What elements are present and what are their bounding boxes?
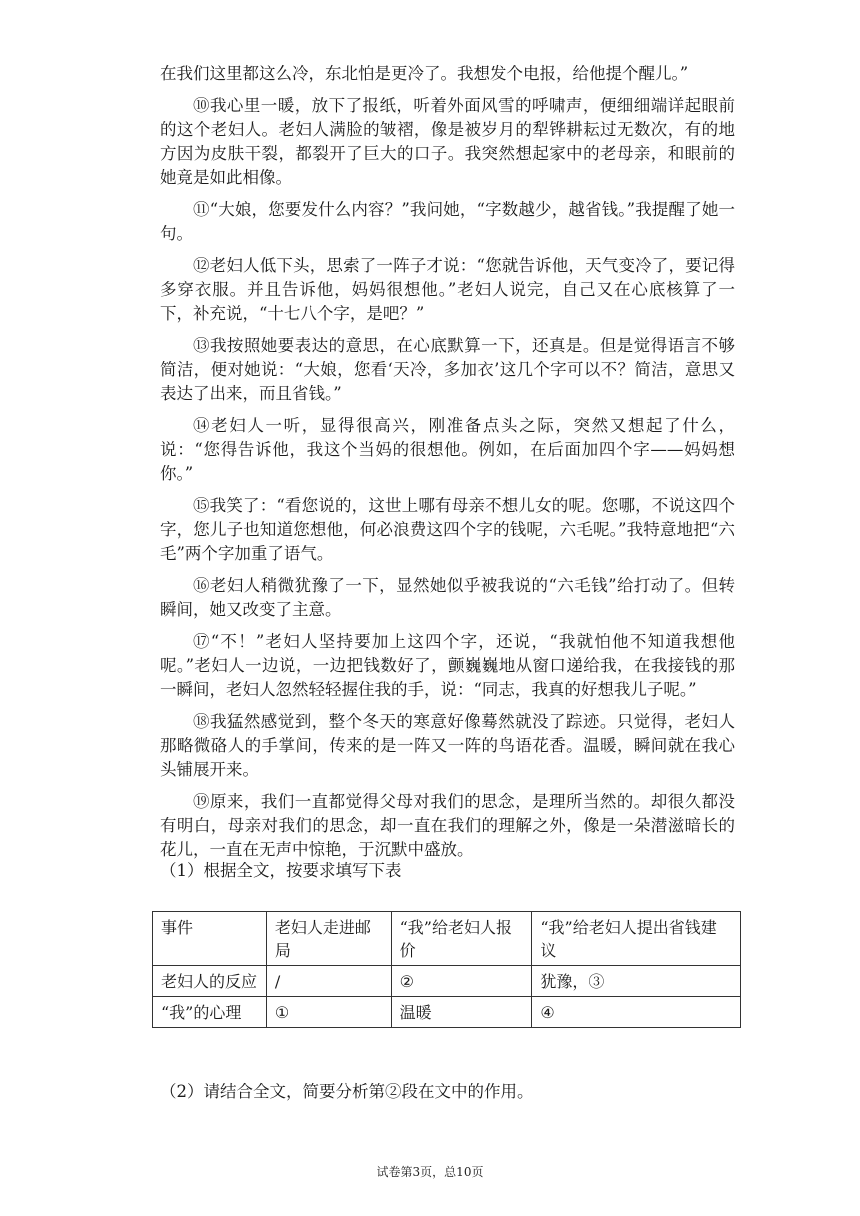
paragraph-14: ⑭老妇人一听，显得很高兴，刚准备点头之际，突然又想起了什么，说：“您得告诉他，我这个当妈的很想他。例如，在后面加四个字——妈妈想你。” xyxy=(160,416,735,483)
table-cell: 事件 xyxy=(153,912,267,966)
table-row xyxy=(153,997,741,1028)
page-footer: 试卷第3页，总10页 xyxy=(376,1165,484,1179)
paragraph-19: ⑲原来，我们一直都觉得父母对我们的思念，是理所当然的。却很久都没有明白，母亲对我们的思念，却一直在我们的理解之外，像是一朵潜滋暗长的花儿，一直在无声中惊艳，于沉默中盛放。 xyxy=(160,792,735,859)
table-cell: “我”的心理 xyxy=(153,997,267,1028)
table-cell: “我”给老妇人报价 xyxy=(391,912,532,966)
question-1: （1）根据全文，按要求填写下表 xyxy=(160,861,402,880)
table-cell: 温暖 xyxy=(391,997,532,1028)
table-cell: 犹豫，③ xyxy=(532,966,741,997)
table-cell: ④ xyxy=(532,997,741,1028)
table-cell: 老妇人的反应 xyxy=(153,966,267,997)
paragraph-12: ⑫老妇人低下头，思索了一阵子才说：“您就告诉他，天气变冷了，要记得多穿衣服。并且告诉他，妈妈很想他。”老妇人说完，自己又在心底核算了一下，补充说，“十七八个字，是吧？” xyxy=(160,256,735,323)
table-header-row xyxy=(153,912,741,966)
question-2: （2）请结合全文，简要分析第②段在文中的作用。 xyxy=(160,1082,534,1101)
paragraph-11: ⑪“大娘，您要发什么内容？”我问她，“字数越少，越省钱。”我提醒了她一句。 xyxy=(160,200,735,243)
paragraph-17: ⑰“不！”老妇人坚持要加上这四个字，还说，“我就怕他不知道我想他呢。”老妇人一边说，一边把钱数好了，颤巍巍地从窗口递给我，在我接钱的那一瞬间，老妇人忽然轻轻握住我的手，说：“同志，我真的好想我儿子呢。” xyxy=(160,632,735,699)
table-cell: 老妇人走进邮局 xyxy=(266,912,391,966)
table-cell: ① xyxy=(266,997,391,1028)
table-row xyxy=(153,966,741,997)
paragraph-15: ⑮我笑了：“看您说的，这世上哪有母亲不想儿女的呢。您哪，不说这四个字，您儿子也知道您想他，何必浪费这四个字的钱呢，六毛呢。”我特意地把“六毛”两个字加重了语气。 xyxy=(160,496,735,563)
paragraph-13: ⑬我按照她要表达的意思，在心底默算一下，还真是。但是觉得语言不够简洁，便对她说：“大娘，您看‘天冷，多加衣’这几个字可以不？简洁，意思又表达了出来，而且省钱。” xyxy=(160,336,735,403)
table-cell: / xyxy=(266,966,391,997)
table-cell: ② xyxy=(391,966,532,997)
answer-table xyxy=(152,911,741,1028)
table-cell: “我”给老妇人提出省钱建议 xyxy=(532,912,741,966)
paragraph-10: ⑩我心里一暖，放下了报纸，听着外面风雪的呼啸声，便细细端详起眼前的这个老妇人。老妇人满脸的皱褶，像是被岁月的犁铧耕耘过无数次，有的地方因为皮肤干裂，都裂开了巨大的口子。我突然想起家中的老母亲，和眼前的她竟是如此相像。 xyxy=(160,96,735,187)
paragraph-9-continued: 在我们这里都这么冷，东北怕是更冷了。我想发个电报，给他提个醒儿。” xyxy=(160,64,689,83)
reading-passage xyxy=(160,62,735,870)
paragraph-16: ⑯老妇人稍微犹豫了一下，显然她似乎被我说的“六毛钱”给打动了。但转瞬间，她又改变了主意。 xyxy=(160,576,735,619)
paragraph-18: ⑱我猛然感觉到，整个冬天的寒意好像蓦然就没了踪迹。只觉得，老妇人那略微硌人的手掌间，传来的是一阵又一阵的鸟语花香。温暖，瞬间就在我心头铺展开来。 xyxy=(160,712,735,779)
